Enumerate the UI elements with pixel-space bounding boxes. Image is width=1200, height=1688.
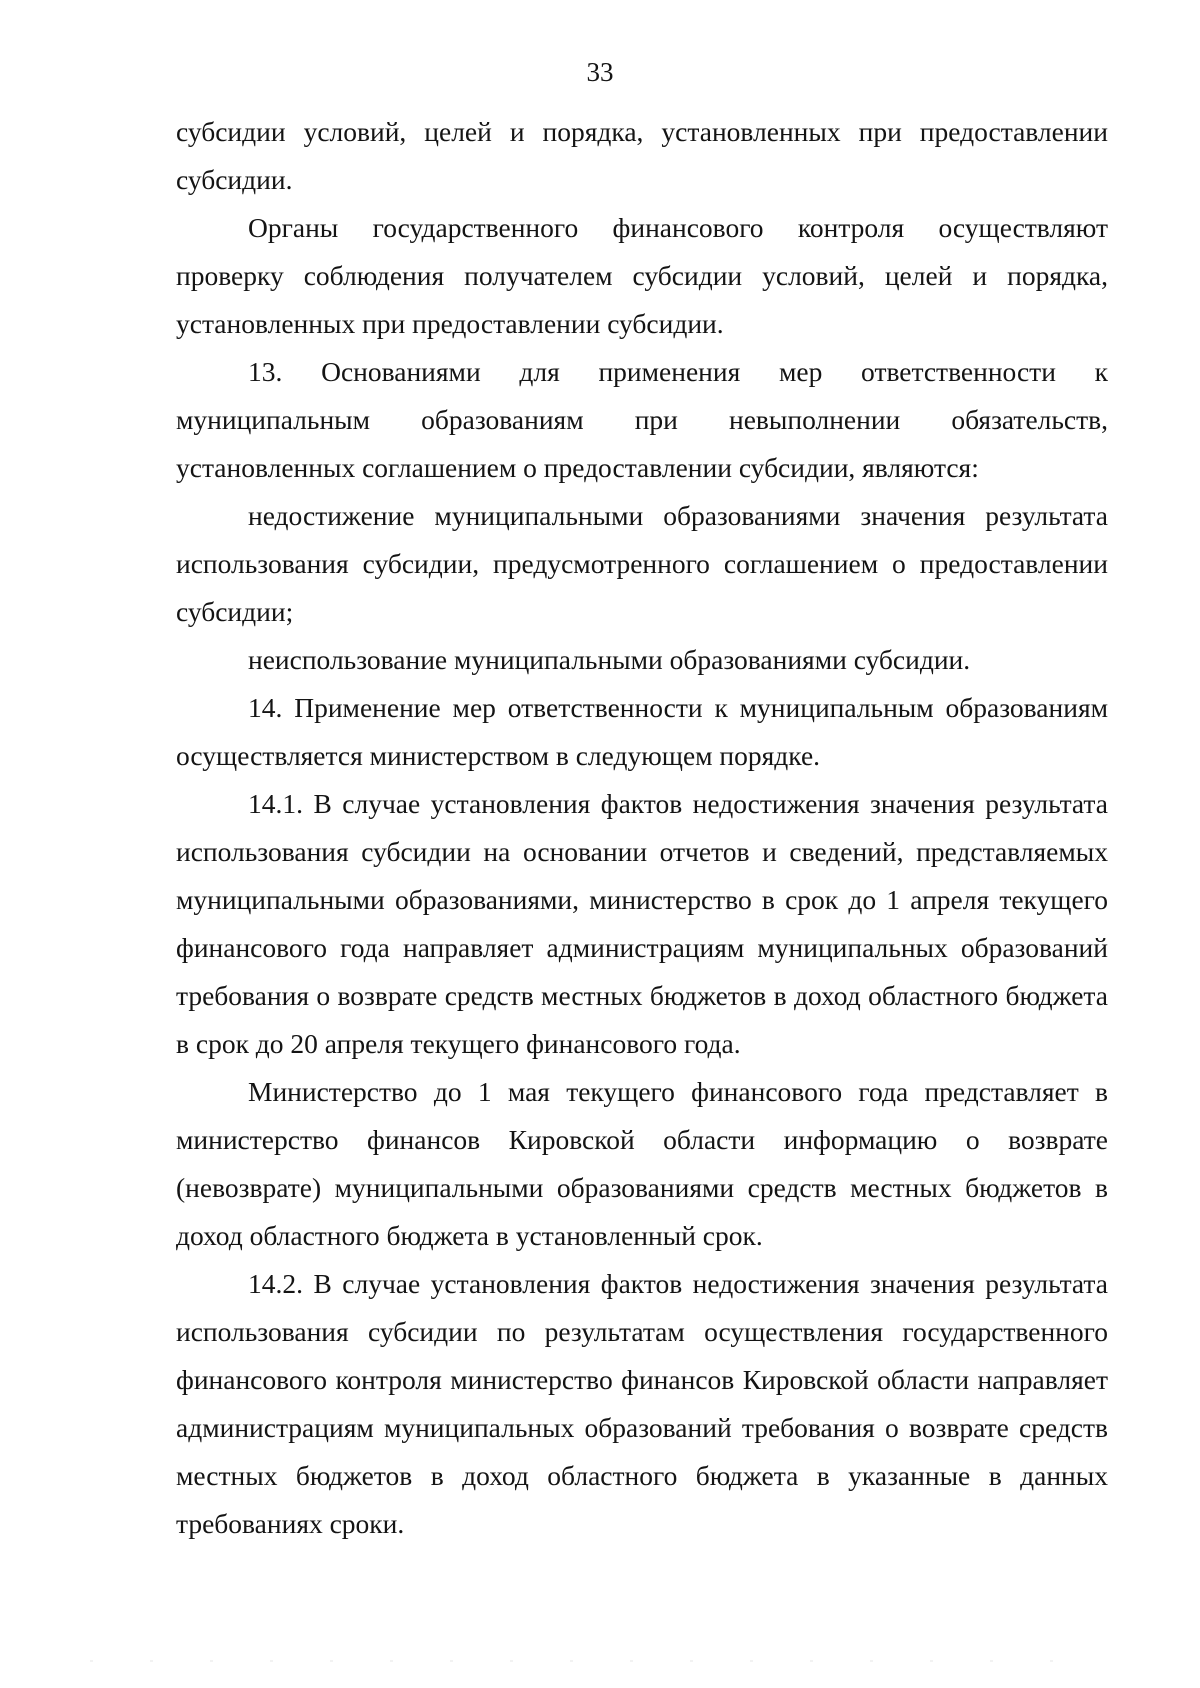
- paragraph-financial-control-bodies: Органы государственного финансового контроля осуществляют проверку соблюдения получателем субсидии условий, целей и порядка, установленных при предоставлении субсидии.: [176, 212, 1108, 339]
- document-body: [176, 108, 1108, 1548]
- paragraph-14-procedure: 14. Применение мер ответственности к муниципальным образованиям осуществляется министерством в следующем порядке.: [176, 692, 1108, 771]
- paragraph-14-2: 14.2. В случае установления фактов недостижения значения результата использования субсидии по результатам осуществления государственного финансового контроля министерство финансов Кировской области направляет администрациям муниципальных образований требования о возврате средств местных бюджетов в доход областного бюджета в указанные в данных требованиях сроки.: [176, 1268, 1108, 1539]
- paragraph-13-non-use: неиспользование муниципальными образованиями субсидии.: [248, 644, 971, 675]
- paragraph-13-non-achievement: недостижение муниципальными образованиями значения результата использования субсидии, предусмотренного соглашением о предоставлении субсидии;: [176, 500, 1108, 627]
- paragraph-13-grounds: 13. Основаниями для применения мер ответственности к муниципальным образованиям при невыполнении обязательств, установленных соглашением о предоставлении субсидии, являются:: [176, 356, 1108, 483]
- paragraph-14-1: 14.1. В случае установления фактов недостижения значения результата использования субсидии на основании отчетов и сведений, представляемых муниципальными образованиями, министерство в срок до 1 апреля текущего финансового года направляет администрациям муниципальных образований требования о возврате средств местных бюджетов в доход областного бюджета в срок до 20 апреля текущего финансового года.: [176, 788, 1108, 1059]
- page-number: 33: [586, 57, 614, 87]
- scan-noise-line: [90, 1660, 1110, 1662]
- paragraph-subsidy-conditions-end: субсидии условий, целей и порядка, установленных при предоставлении субсидии.: [176, 116, 1108, 195]
- paragraph-ministry-report: Министерство до 1 мая текущего финансового года представляет в министерство финансов Кировской области информацию о возврате (невозврате) муниципальными образованиями средств местных бюджетов в доход областного бюджета в установленный срок.: [176, 1076, 1108, 1251]
